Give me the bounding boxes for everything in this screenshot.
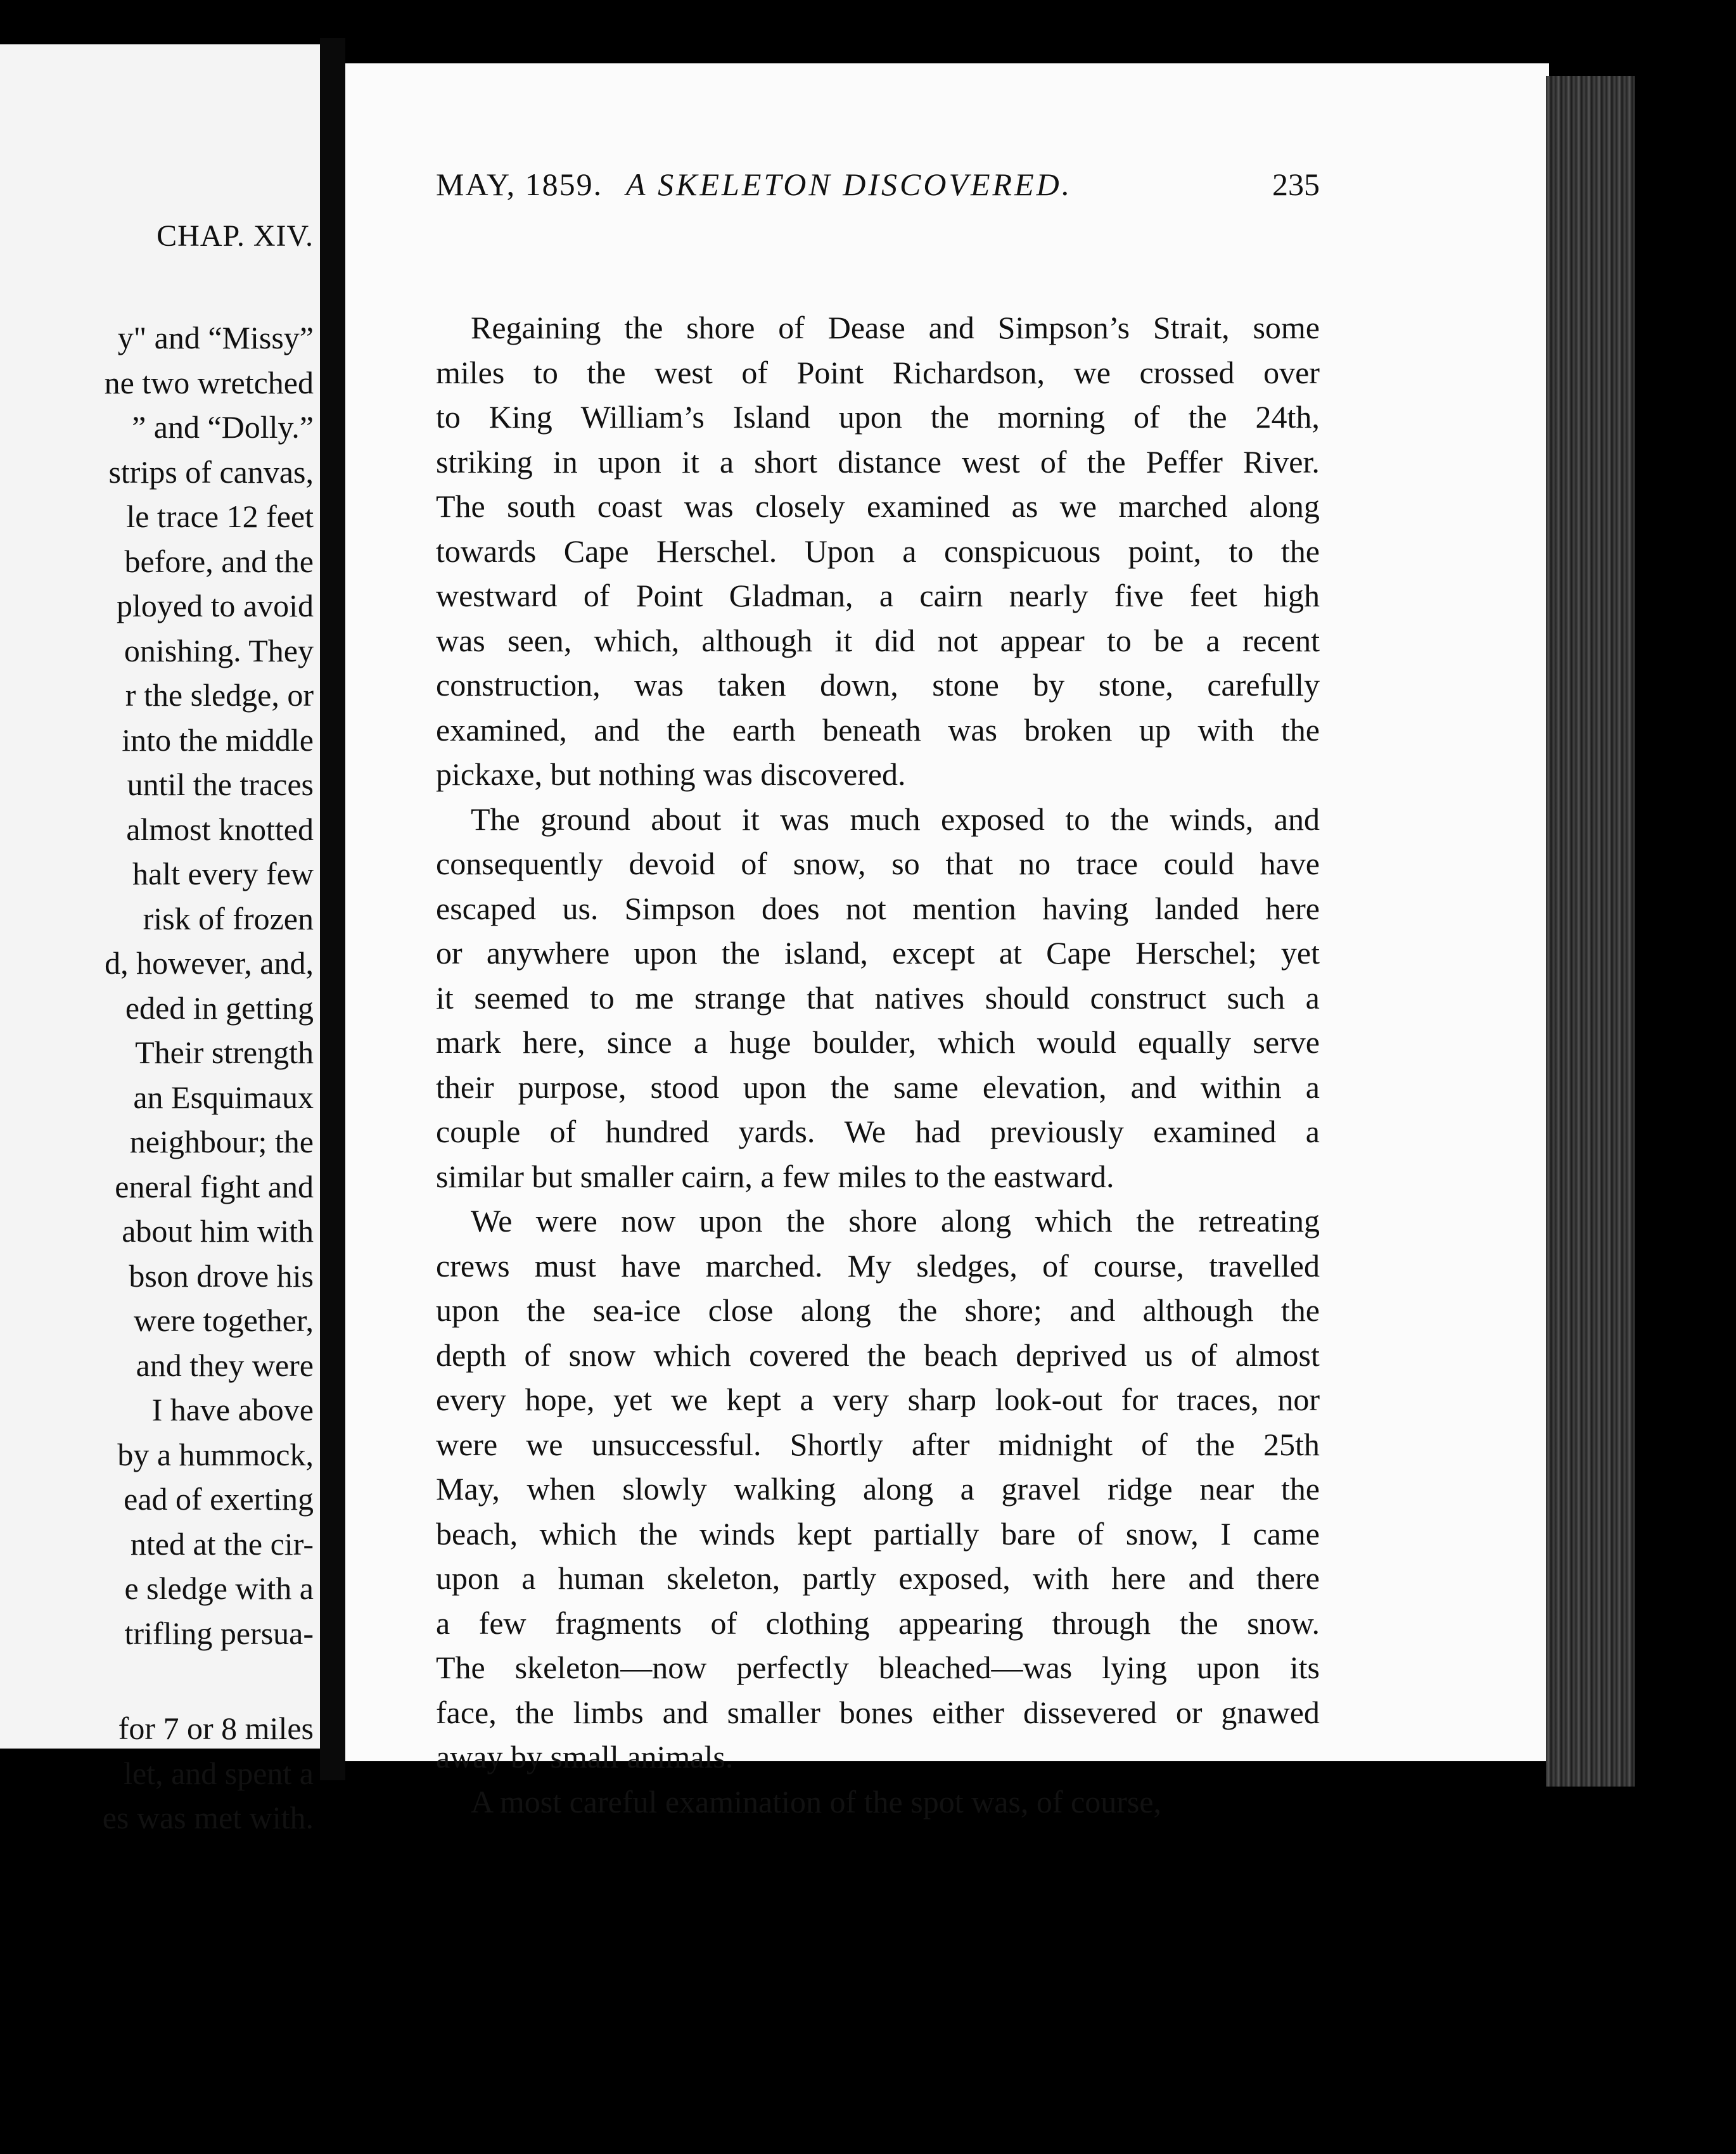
left-page-line: for 7 or 8 miles — [118, 1711, 314, 1746]
left-page-header: CHAP. XIV. — [156, 219, 314, 253]
left-page-line: ne two wretched — [104, 364, 314, 400]
left-page-text — [103, 315, 314, 1840]
left-page-line: and they were — [136, 1347, 314, 1383]
text-line: We were now upon the shore along which the retreating — [471, 1203, 1320, 1239]
left-page-line: I have above — [151, 1392, 314, 1427]
left-page-line: halt every few — [132, 856, 314, 891]
paragraph — [436, 305, 1320, 797]
text-line: depth of snow which covered the beach deprived us of almost — [436, 1337, 1320, 1373]
left-page-line: d, however, and, — [105, 945, 314, 981]
left-page-line: were together, — [134, 1303, 314, 1338]
text-line: face, the limbs and smaller bones either dissevered or gnawed — [436, 1694, 1320, 1730]
text-line: mark here, since a huge boulder, which would equally serve — [436, 1024, 1320, 1060]
left-page-line: almost knotted — [126, 811, 314, 847]
left-page — [0, 44, 320, 1835]
left-page-line: about him with — [122, 1213, 314, 1249]
left-page-line: ployed to avoid — [116, 588, 314, 623]
text-line: away by small animals. — [436, 1739, 734, 1775]
paragraph — [436, 1780, 1320, 1825]
text-line: The ground about it was much exposed to the winds, and — [471, 801, 1320, 837]
text-line: pickaxe, but nothing was discovered. — [436, 756, 906, 792]
left-page-line: eded in getting — [125, 990, 314, 1026]
left-page-line: r the sledge, or — [125, 677, 314, 713]
text-line: crews must have marched. My sledges, of course, travelled — [436, 1247, 1320, 1284]
left-page-line: le trace 12 feet — [126, 499, 314, 534]
text-line: Regaining the shore of Dease and Simpson’s Strait, some — [471, 310, 1320, 345]
left-page-line: onishing. They — [124, 632, 314, 668]
text-line: was seen, which, although it did not appear to be a recent — [436, 622, 1320, 658]
left-page-line: an Esquimaux — [133, 1079, 314, 1115]
text-line: or anywhere upon the island, except at Cape Herschel; yet — [436, 935, 1320, 971]
left-page-line: ” and “Dolly.” — [132, 409, 314, 445]
text-line: The south coast was closely examined as we marched along — [436, 488, 1320, 524]
left-page-line: by a hummock, — [117, 1436, 314, 1472]
body-text — [436, 305, 1320, 1824]
left-page-line: y" and “Missy” — [117, 320, 314, 355]
text-line: westward of Point Gladman, a cairn nearly five feet high — [436, 578, 1320, 613]
left-page-line: neighbour; the — [129, 1124, 314, 1159]
text-line: striking in upon it a short distance west of the Peffer River. — [436, 443, 1320, 480]
text-line: upon the sea-ice close along the shore; and although the — [436, 1292, 1320, 1328]
text-line: beach, which the winds kept partially bare of snow, I came — [436, 1515, 1320, 1552]
left-page-line: risk of frozen — [143, 900, 314, 936]
paragraph — [436, 1199, 1320, 1780]
text-line: construction, was taken down, stone by stone, carefully — [436, 667, 1320, 703]
text-line: A most careful examination of the spot was, of course, — [471, 1783, 1161, 1819]
left-page-line: e sledge with a — [124, 1571, 314, 1606]
left-page-line: trifling persua- — [124, 1615, 314, 1651]
left-page-line: Their strength — [135, 1035, 314, 1070]
text-line: escaped us. Simpson does not mention having landed here — [436, 890, 1320, 926]
text-line: towards Cape Herschel. Upon a conspicuous point, to the — [436, 533, 1320, 569]
paragraph — [436, 797, 1320, 1199]
text-line: examined, and the earth beneath was broken up with the — [436, 711, 1320, 748]
header-date: MAY, 1859. — [436, 167, 603, 202]
left-page-line: strips of canvas, — [108, 454, 314, 490]
page-number: 235 — [1272, 167, 1320, 202]
left-page-line: ead of exerting — [124, 1481, 314, 1517]
text-line: couple of hundred yards. We had previously examined a — [436, 1114, 1320, 1149]
left-page-line: es was met with. — [102, 1800, 314, 1835]
text-line: a few fragments of clothing appearing through the snow. — [436, 1605, 1320, 1641]
text-line: it seemed to me strange that natives should construct such a — [436, 979, 1320, 1016]
text-line: similar but smaller cairn, a few miles to the eastward. — [436, 1158, 1114, 1194]
text-line: their purpose, stood upon the same elevation, and within a — [436, 1069, 1320, 1105]
book-gutter — [320, 38, 345, 1780]
left-page-line: nted at the cir- — [130, 1526, 314, 1562]
left-page-line: into the middle — [122, 722, 314, 758]
text-line: upon a human skeleton, partly exposed, with here and there — [436, 1560, 1320, 1596]
text-line: were we unsuccessful. Shortly after midnight of the 25th — [436, 1426, 1320, 1462]
text-line: consequently devoid of snow, so that no trace could have — [436, 846, 1320, 881]
page-edges — [1546, 76, 1635, 1787]
text-line: every hope, yet we kept a very sharp look-out for traces, nor — [436, 1382, 1320, 1417]
left-page-line: until the traces — [127, 767, 314, 802]
text-line: The skeleton—now perfectly bleached—was lying upon its — [436, 1650, 1320, 1685]
text-line: miles to the west of Point Richardson, we crossed over — [436, 354, 1320, 390]
header-title: A SKELETON DISCOVERED. — [626, 167, 1073, 202]
left-page-line: bson drove his — [129, 1258, 314, 1294]
text-line: May, when slowly walking along a gravel ridge near the — [436, 1471, 1320, 1507]
left-page-line: before, and the — [124, 543, 314, 579]
left-page-line: let, and spent a — [124, 1755, 314, 1791]
left-page-line: eneral fight and — [115, 1168, 314, 1204]
text-line: to King William’s Island upon the morning of the 24th, — [436, 399, 1320, 435]
